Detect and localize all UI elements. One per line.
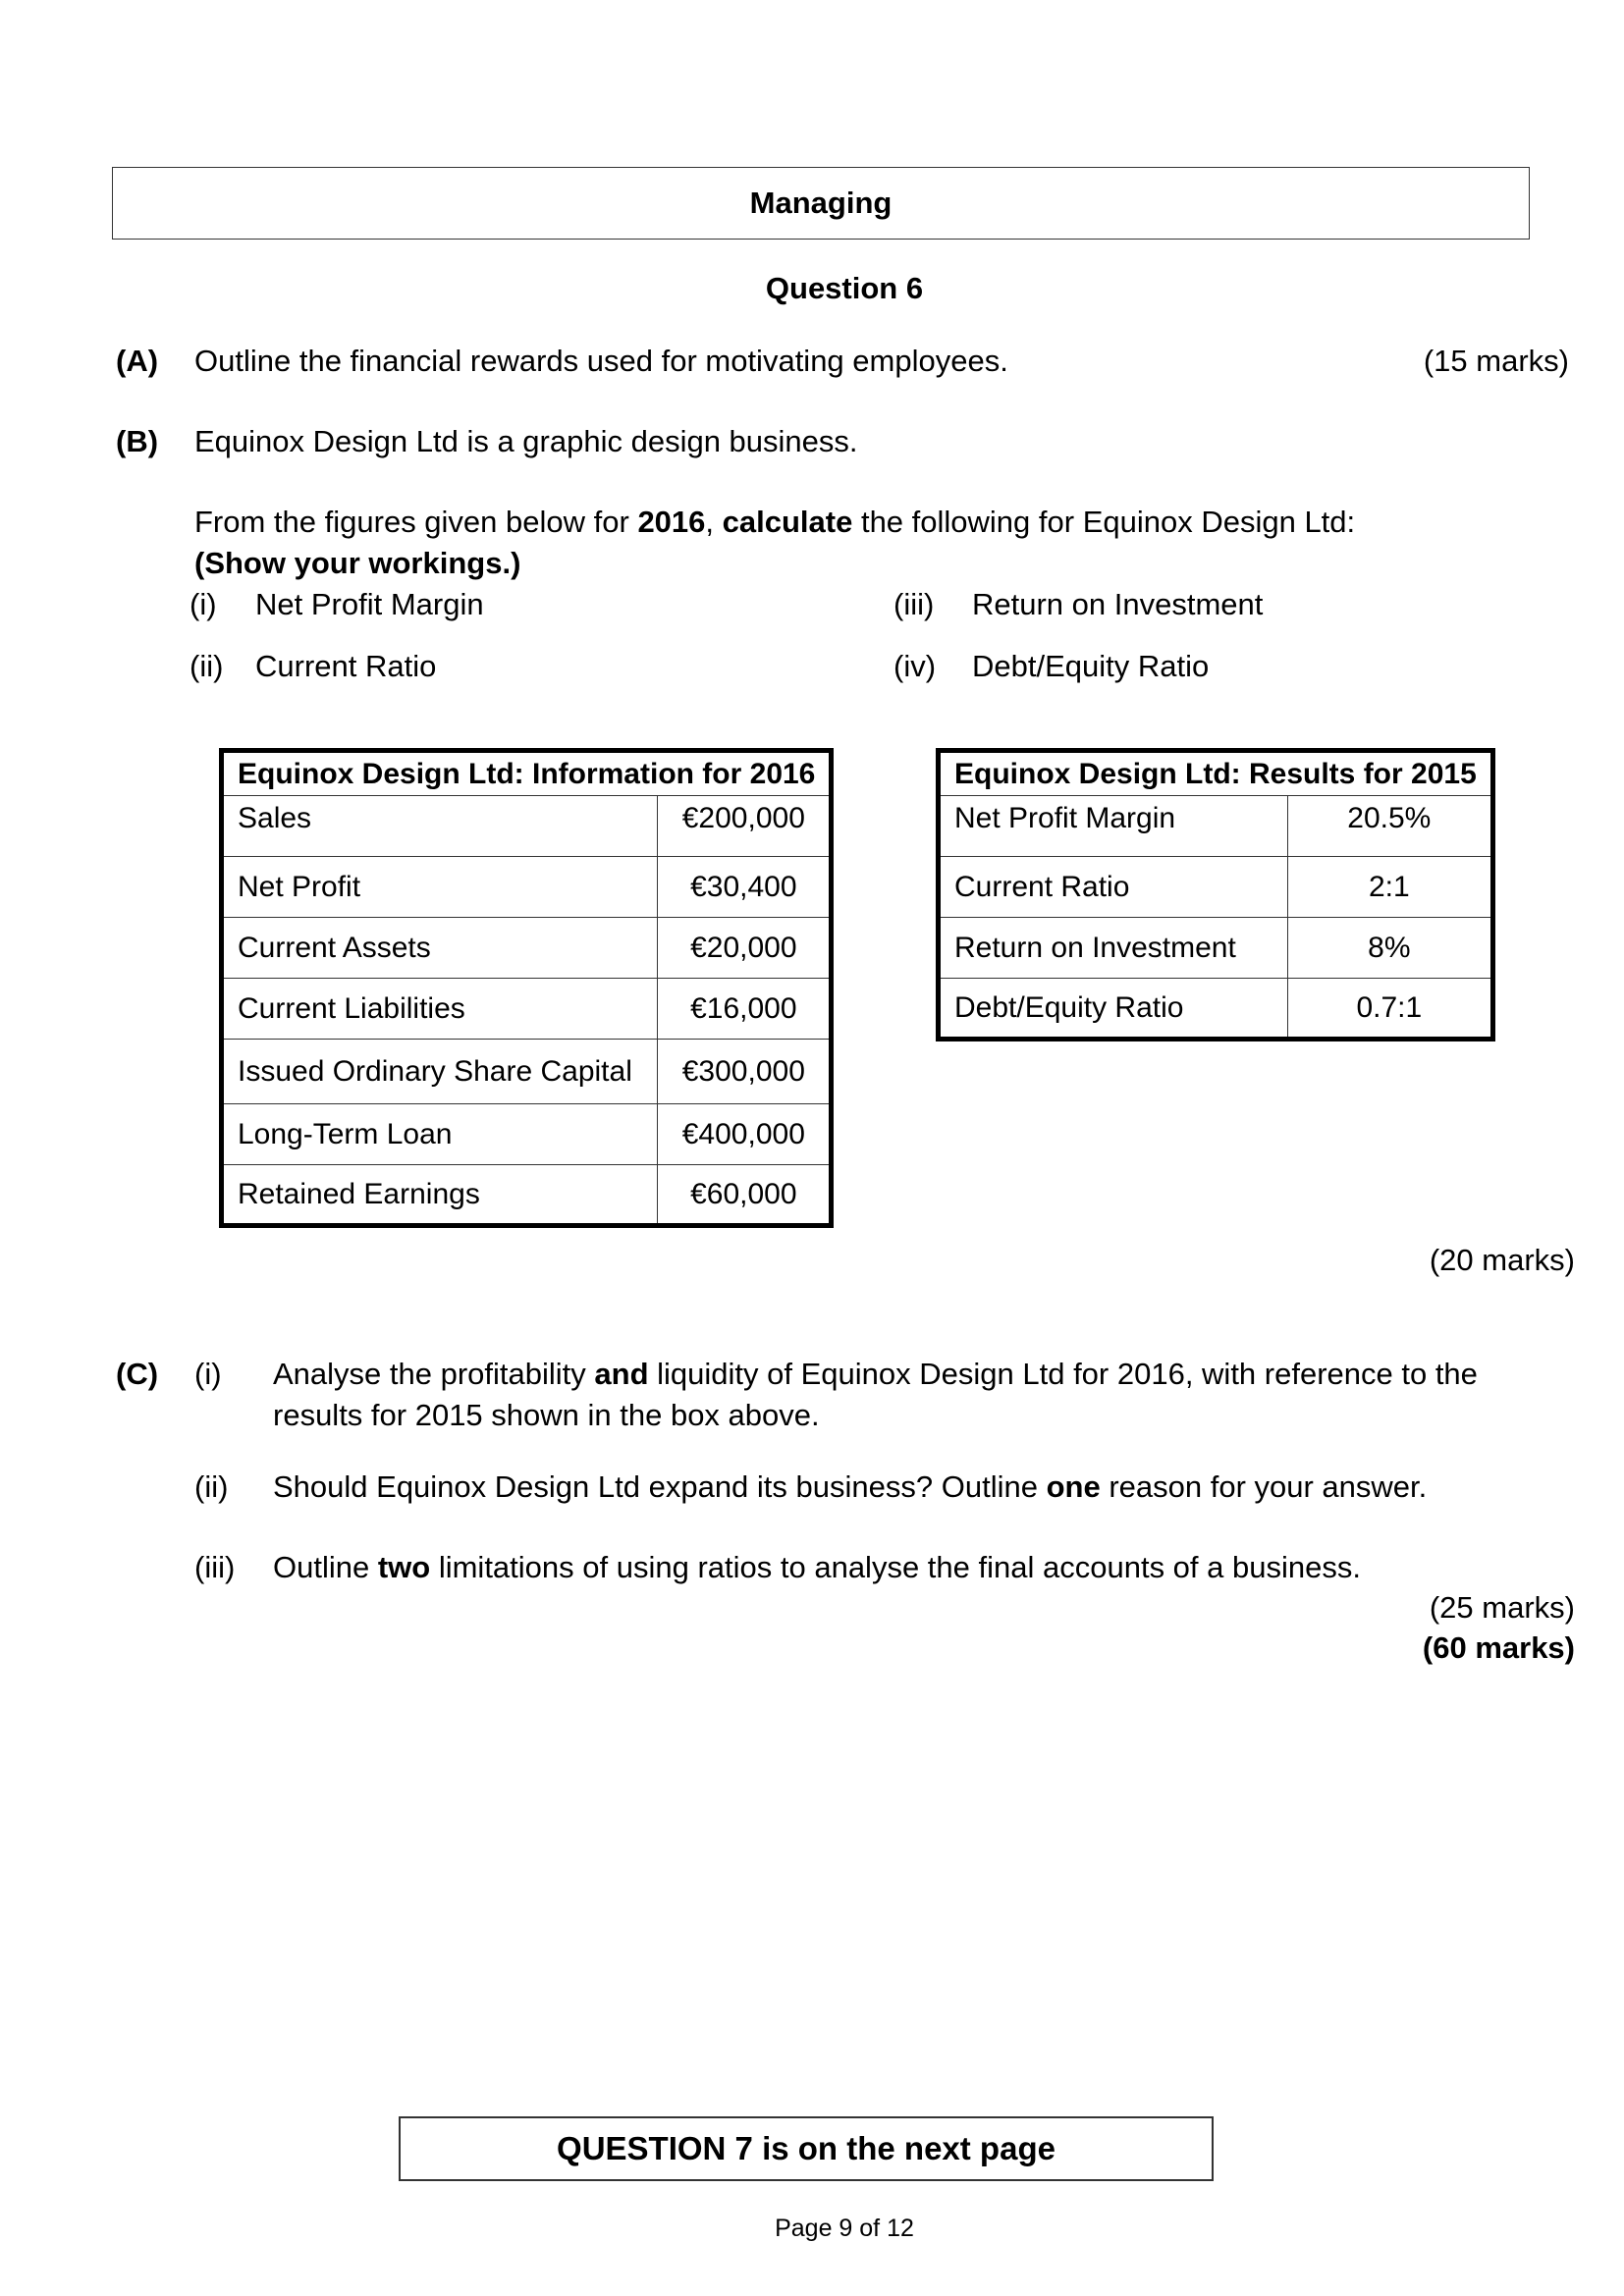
results-2015-table xyxy=(936,748,1495,1041)
c-ii-bold: one xyxy=(1046,1469,1101,1504)
item-i-num: (i) xyxy=(189,587,217,621)
table-row xyxy=(222,1104,832,1165)
c-ii-pre: Should Equinox Design Ltd expand its business? Outline xyxy=(273,1469,1047,1504)
instruction-pre: From the figures given below for xyxy=(194,505,638,539)
row-label: Net Profit xyxy=(222,857,658,918)
part-a-label: (A) xyxy=(116,344,159,378)
item-iii-text: Return on Investment xyxy=(972,587,1264,621)
table-header-row xyxy=(939,751,1493,796)
item-iv-text: Debt/Equity Ratio xyxy=(972,649,1210,683)
part-a-marks: (15 marks) xyxy=(1423,344,1569,378)
table-header-row xyxy=(222,751,832,796)
row-value: 20.5% xyxy=(1287,796,1492,857)
row-label: Current Liabilities xyxy=(222,979,658,1040)
page-number: Page 9 of 12 xyxy=(775,2215,914,2242)
row-label: Issued Ordinary Share Capital xyxy=(222,1040,658,1104)
table-row xyxy=(939,918,1493,979)
part-c-iii-num: (iii) xyxy=(194,1550,236,1584)
instruction-year: 2016 xyxy=(637,505,706,539)
table-row xyxy=(222,1165,832,1226)
part-b-instruction xyxy=(194,505,1355,540)
row-value: 8% xyxy=(1287,918,1492,979)
row-label: Debt/Equity Ratio xyxy=(939,979,1288,1040)
row-value: 0.7:1 xyxy=(1287,979,1492,1040)
table-row xyxy=(222,979,832,1040)
instruction-post: the following for Equinox Design Ltd: xyxy=(852,505,1356,539)
info-2016-table xyxy=(219,748,834,1228)
part-c-iii-text xyxy=(273,1550,1361,1585)
part-a-text: Outline the financial rewards used for motivating employees. xyxy=(194,344,1008,378)
row-value: €300,000 xyxy=(658,1040,832,1104)
row-label: Current Assets xyxy=(222,918,658,979)
c-i-bold: and xyxy=(594,1357,649,1391)
table-row xyxy=(939,796,1493,857)
part-b-label: (B) xyxy=(116,424,159,458)
next-page-notice: QUESTION 7 is on the next page xyxy=(557,2130,1056,2166)
item-i-text: Net Profit Margin xyxy=(255,587,484,621)
row-value: €200,000 xyxy=(658,796,832,857)
row-label: Current Ratio xyxy=(939,857,1288,918)
c-iii-pre: Outline xyxy=(273,1550,378,1584)
instruction-comma: , xyxy=(705,505,723,539)
item-ii-text: Current Ratio xyxy=(255,649,437,683)
part-b-marks: (20 marks) xyxy=(1429,1243,1575,1277)
row-label: Sales xyxy=(222,796,658,857)
total-marks: (60 marks) xyxy=(1422,1630,1575,1665)
table-title: Equinox Design Ltd: Information for 2016 xyxy=(222,751,832,796)
instruction-verb: calculate xyxy=(722,505,853,539)
part-c-marks: (25 marks) xyxy=(1429,1590,1575,1625)
part-c-i-text xyxy=(273,1357,1478,1392)
table-row xyxy=(222,796,832,857)
row-value: €30,400 xyxy=(658,857,832,918)
row-value: €400,000 xyxy=(658,1104,832,1165)
table-row xyxy=(222,857,832,918)
row-value: €16,000 xyxy=(658,979,832,1040)
table-row xyxy=(222,918,832,979)
item-ii-num: (ii) xyxy=(189,649,224,683)
section-header-box xyxy=(112,167,1530,240)
section-title: Managing xyxy=(749,186,893,220)
part-b-intro: Equinox Design Ltd is a graphic design business. xyxy=(194,424,858,458)
next-page-box xyxy=(399,2116,1214,2181)
row-label: Retained Earnings xyxy=(222,1165,658,1226)
part-c-ii-num: (ii) xyxy=(194,1469,229,1504)
show-workings: (Show your workings.) xyxy=(194,546,521,580)
row-label: Return on Investment xyxy=(939,918,1288,979)
c-i-post: liquidity of Equinox Design Ltd for 2016, with reference to the xyxy=(648,1357,1478,1391)
part-c-label: (C) xyxy=(116,1357,159,1391)
row-value: 2:1 xyxy=(1287,857,1492,918)
row-value: €20,000 xyxy=(658,918,832,979)
table-row xyxy=(939,979,1493,1040)
table-row xyxy=(939,857,1493,918)
row-label: Long-Term Loan xyxy=(222,1104,658,1165)
part-c-ii-text xyxy=(273,1469,1427,1505)
row-label: Net Profit Margin xyxy=(939,796,1288,857)
item-iv-num: (iv) xyxy=(893,649,937,683)
c-ii-post: reason for your answer. xyxy=(1100,1469,1428,1504)
c-iii-post: limitations of using ratios to analyse the final accounts of a business. xyxy=(430,1550,1361,1584)
c-i-pre: Analyse the profitability xyxy=(273,1357,595,1391)
table-title: Equinox Design Ltd: Results for 2015 xyxy=(939,751,1493,796)
c-iii-bold: two xyxy=(377,1550,431,1584)
table-row xyxy=(222,1040,832,1104)
row-value: €60,000 xyxy=(658,1165,832,1226)
question-title: Question 6 xyxy=(765,271,924,305)
part-c-i-num: (i) xyxy=(194,1357,222,1391)
part-c-i-line2: results for 2015 shown in the box above. xyxy=(273,1398,820,1432)
item-iii-num: (iii) xyxy=(893,587,935,621)
